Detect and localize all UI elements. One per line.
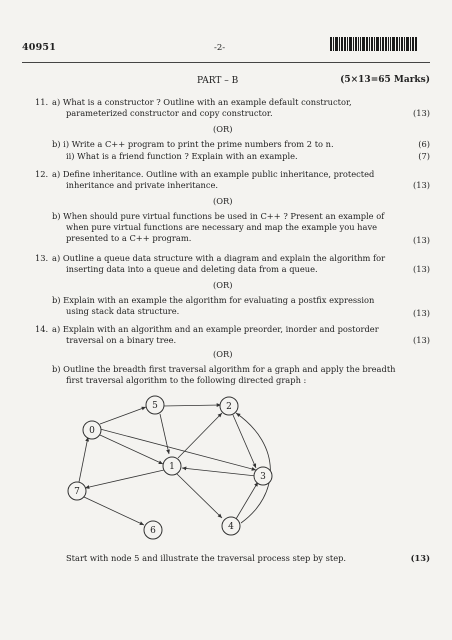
edge-1-4 [177,474,222,518]
graph-node-7 [68,482,86,500]
graph-node-5 [146,396,164,414]
question-number-11: 11. [35,97,49,107]
part-marks: (5×13=65 Marks) [340,75,430,85]
svg-text:2: 2 [226,402,232,412]
edge-2-3 [233,415,256,468]
q13-b-marks: (13) [412,308,430,318]
edge-5-2 [163,405,221,406]
q14-b-line2: first traversal algorithm to the following directed graph : [66,375,307,385]
question-number-14: 14. [35,324,49,334]
directed-graph [60,385,310,550]
q13-a-line1: a) Outline a queue data structure with a diagram and explain the algorithm for [52,253,386,263]
q11-a-line1: a) What is a constructor ? Outline with an example default constructor, [52,97,352,107]
q12-b-line1: b) When should pure virtual functions be used in C++ ? Present an example of [52,211,385,221]
edge-7-0 [79,437,88,482]
q13-a-line2: inserting data into a queue and deleting data from a queue. [66,264,318,274]
q12-or: (OR) [213,196,233,206]
q14-or: (OR) [213,349,233,359]
part-title: PART – B [197,76,239,86]
svg-text:1: 1 [169,462,175,472]
q11-a-marks: (13) [412,108,430,118]
graph-node-0 [83,421,101,439]
q11-or: (OR) [213,124,233,134]
header-rule [22,62,430,63]
q12-b-line2: when pure virtual functions are necessary and map the example you have [66,222,378,232]
q12-a-marks: (13) [412,180,430,190]
q11-b-marks1: (6) [418,139,430,149]
edge-5-1 [160,414,169,454]
q14-a-marks: (13) [412,335,430,345]
q13-b-line2: using stack data structure. [66,306,180,316]
question-number-12: 12. [35,169,49,179]
q12-b-marks: (13) [412,235,430,245]
edge-0-1 [100,435,163,464]
q14-a-line1: a) Explain with an algorithm and an example preorder, inorder and postorder [52,324,379,334]
q12-a-line1: a) Define inheritance. Outline with an example public inheritance, protected [52,169,375,179]
q11-a-line2: parameterized constructor and copy constructor. [66,108,273,118]
edge-4-3 [236,482,258,519]
q13-a-marks: (13) [412,264,430,274]
q13-or: (OR) [213,280,233,290]
q14-a-line2: traversal on a binary tree. [66,335,177,345]
q14-b-line1: b) Outline the breadth first traversal algorithm for a graph and apply the breadth [52,364,396,374]
paper-code: 40951 [22,42,57,53]
edge-1-2 [178,413,222,458]
edge-3-1 [182,468,256,476]
question-number-13: 13. [35,253,49,263]
q11-b-line2: ii) What is a friend function ? Explain with an example. [66,151,298,161]
graph-node-6 [144,521,162,539]
instruction-marks: (13) [410,553,430,563]
edge-1-7 [85,470,164,488]
edge-0-5 [100,407,146,424]
q13-b-line1: b) Explain with an example the algorithm for evaluating a postfix expression [52,295,375,305]
svg-text:3: 3 [260,472,266,482]
svg-text:6: 6 [150,526,156,536]
svg-text:4: 4 [228,522,234,532]
edge-7-6 [84,497,144,525]
svg-text:0: 0 [89,426,95,436]
page-number: -2- [214,43,226,53]
svg-text:7: 7 [74,487,80,497]
graph-node-1 [163,457,181,475]
q11-b-marks2: (7) [418,151,430,161]
graph-node-3 [254,467,272,485]
q11-b-line1: b) i) Write a C++ program to print the prime numbers from 2 to n. [52,139,334,149]
q12-a-line2: inheritance and private inheritance. [66,180,219,190]
q12-b-line3: presented to a C++ program. [66,233,192,243]
barcode [330,37,430,51]
svg-text:5: 5 [152,401,158,411]
graph-node-2 [220,397,238,415]
graph-node-4 [222,517,240,535]
instruction-text: Start with node 5 and illustrate the traversal process step by step. [66,553,347,563]
